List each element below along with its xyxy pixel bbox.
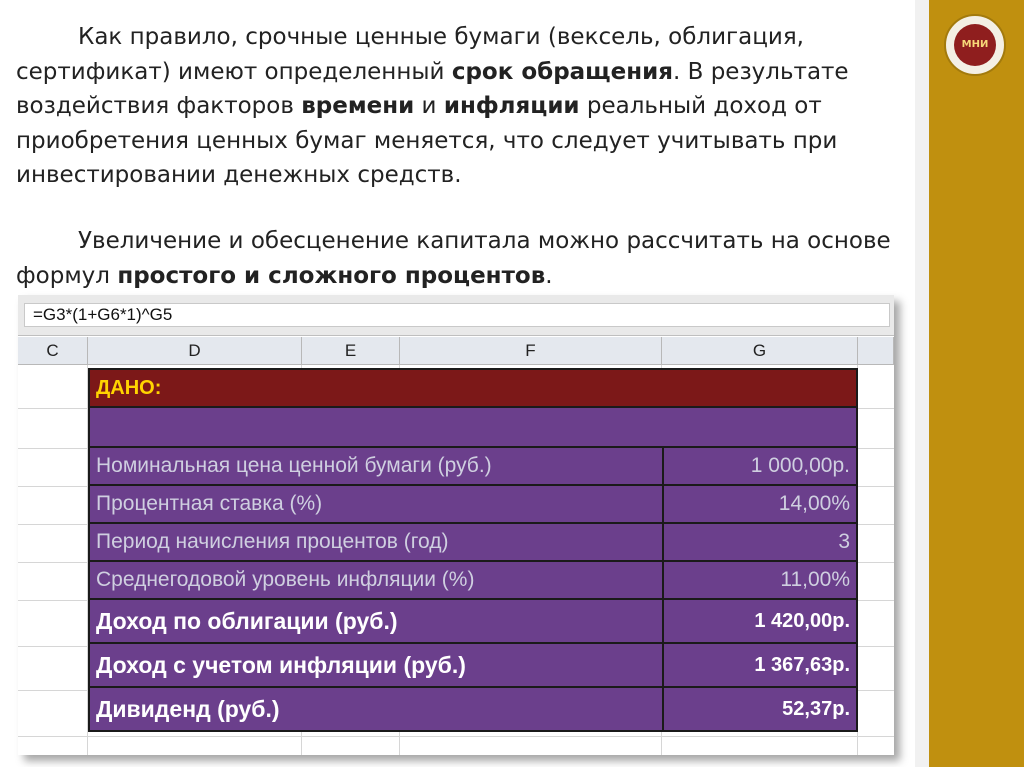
paragraph-term [16, 20, 916, 193]
formula-bar [18, 295, 894, 336]
row-value: 3 [838, 530, 850, 553]
side-bar [929, 0, 1024, 767]
text-span: Увеличение и обесценение капитала можно рассчитать на основе формул [16, 228, 891, 289]
row-label: Доход с учетом инфляции (руб.) [90, 644, 664, 686]
institute-logo [944, 14, 1006, 76]
row-value: 1 367,63р. [754, 654, 850, 676]
row-label: Среднегодовой уровень инфляции (%) [90, 562, 664, 598]
row-value: 14,00% [778, 492, 850, 515]
text-span: реальный доход от приобретения ценных бумаг меняется, что следует учитывать при инвестировании денежных средств. [16, 93, 838, 188]
row-label: Дивиденд (руб.) [90, 688, 664, 730]
formula-input[interactable]: =G3*(1+G6*1)^G5 [24, 303, 890, 327]
row-label: Доход по облигации (руб.) [90, 600, 664, 642]
bold-term-time: времени [301, 93, 415, 119]
row-label: Номинальная цена ценной бумаги (руб.) [90, 448, 664, 484]
column-header-blank[interactable] [858, 337, 894, 365]
paragraph-interest [16, 224, 916, 293]
text-span: . В результате воздействия факторов [16, 58, 849, 119]
table-row[interactable] [88, 688, 858, 732]
blank-row[interactable] [88, 408, 858, 448]
row-value: 11,00% [780, 568, 850, 591]
logo-emblem: МНИ [954, 24, 996, 66]
table-row[interactable] [88, 448, 858, 486]
table-row[interactable] [88, 562, 858, 600]
slide-edge-strip [915, 0, 929, 767]
table-row[interactable] [88, 486, 858, 524]
text-span: . [545, 262, 553, 289]
bold-term-circulation: срок обращения [451, 58, 673, 85]
column-header-g[interactable]: G [662, 337, 858, 365]
gridline [18, 736, 894, 737]
bold-term-inflation: инфляции [443, 93, 580, 119]
row-value: 52,37р. [782, 698, 850, 720]
column-header-c[interactable]: C [18, 337, 88, 365]
spreadsheet-screenshot [18, 295, 894, 755]
table-row[interactable] [88, 600, 858, 644]
table-row[interactable] [88, 644, 858, 688]
text-span: и [414, 93, 444, 119]
column-header-f[interactable]: F [400, 337, 662, 365]
table-row[interactable] [88, 524, 858, 562]
bold-term-interest: простого и сложного процентов [117, 262, 546, 289]
row-label: Период начисления процентов (год) [90, 524, 664, 560]
column-header-d[interactable]: D [88, 337, 302, 365]
column-header-e[interactable]: E [302, 337, 400, 365]
row-value: 1 000,00р. [750, 454, 850, 477]
given-header[interactable]: ДАНО: [88, 368, 858, 408]
row-value: 1 420,00р. [754, 610, 850, 632]
row-label: Процентная ставка (%) [90, 486, 664, 522]
text-span: Как правило, срочные ценные бумаги (вексель, облигация, сертификат) имеют определенный [16, 24, 804, 85]
